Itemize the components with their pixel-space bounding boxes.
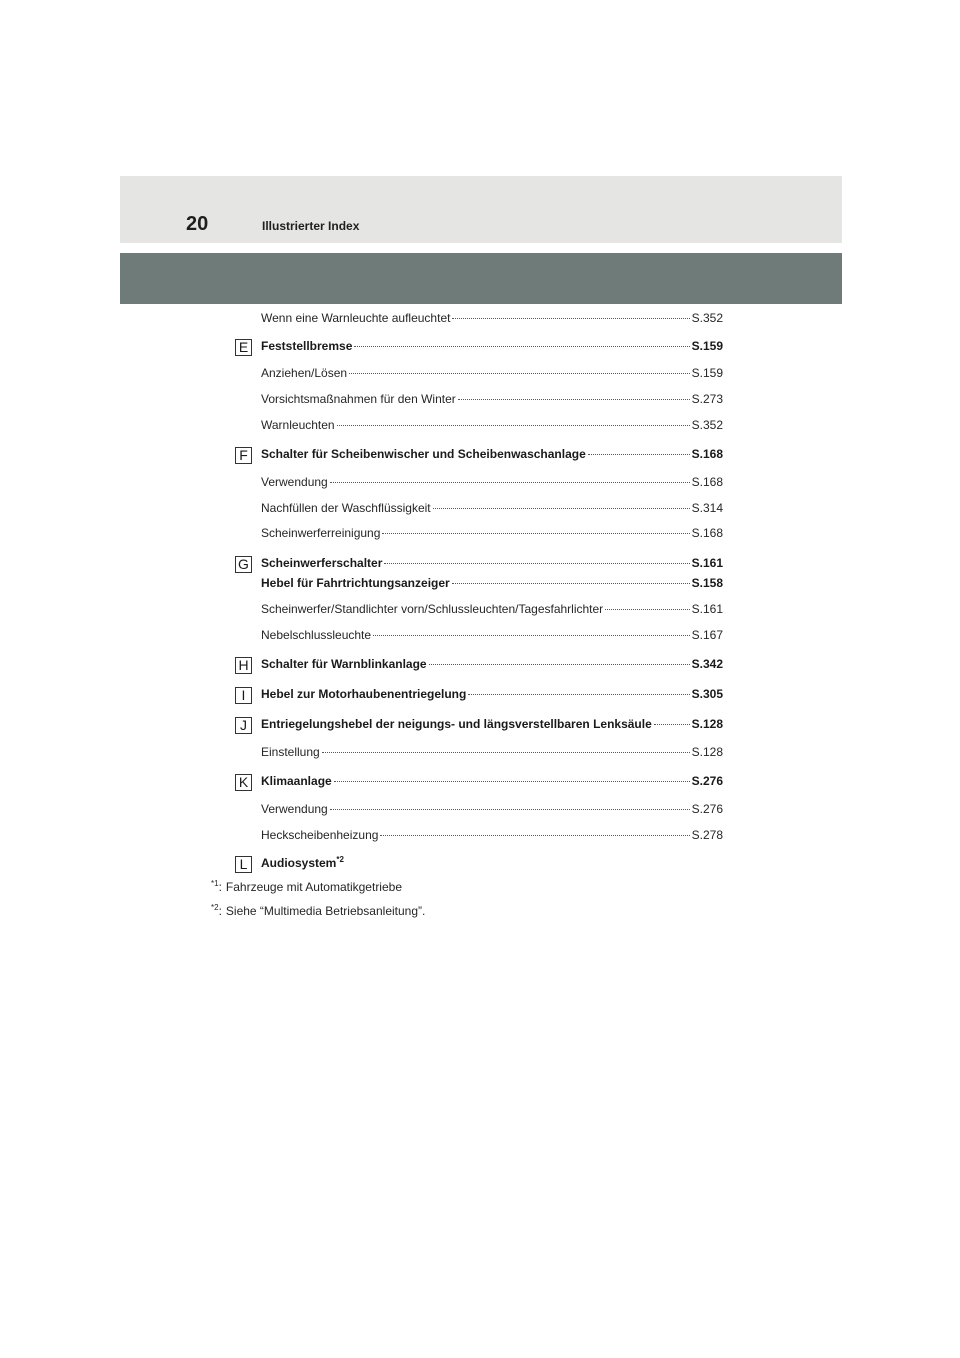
page-reference[interactable]: S.342 (691, 657, 723, 671)
dot-leader (330, 482, 690, 483)
entry-text: Feststellbremse (261, 339, 353, 353)
dot-leader (452, 318, 689, 319)
index-entry (261, 828, 723, 843)
index-entry (261, 311, 723, 326)
index-entry (261, 556, 723, 571)
entry-text: Vorsichtsmaßnahmen für den Winter (261, 392, 456, 406)
footnote-separator: : (218, 904, 222, 918)
page-reference[interactable]: S.159 (691, 339, 723, 353)
section-letter-box: L (235, 856, 252, 873)
dot-leader (384, 563, 689, 564)
entry-text: Scheinwerferschalter (261, 556, 383, 570)
index-entry (261, 602, 723, 617)
dot-leader (354, 346, 689, 347)
page-reference[interactable]: S.168 (691, 447, 723, 461)
entry-text: Heckscheibenheizung (261, 828, 379, 842)
dot-leader (458, 399, 690, 400)
page-reference[interactable]: S.273 (691, 392, 723, 406)
dot-leader (468, 694, 689, 695)
page-title: Illustrierter Index (262, 219, 360, 233)
entry-text: Warnleuchten (261, 418, 335, 432)
page-reference[interactable]: S.314 (691, 501, 723, 515)
dot-leader (380, 835, 689, 836)
footnote-text: Fahrzeuge mit Automatikgetriebe (225, 880, 402, 894)
index-entry (261, 339, 723, 354)
page-reference[interactable]: S.278 (691, 828, 723, 842)
page-reference[interactable]: S.158 (691, 576, 723, 590)
dot-leader (588, 454, 690, 455)
index-entry (261, 717, 723, 732)
section-letter-box: I (235, 687, 252, 704)
entry-text: Hebel für Fahrtrichtungsanzeiger (261, 576, 450, 590)
page-reference[interactable]: S.128 (691, 717, 723, 731)
footnote (211, 880, 402, 894)
index-entry (261, 392, 723, 407)
dot-leader (334, 781, 690, 782)
entry-text: Verwendung (261, 475, 328, 489)
entry-text: Schalter für Scheibenwischer und Scheibenwaschanlage (261, 447, 586, 461)
entry-text: Wenn eine Warnleuchte aufleuchtet (261, 311, 451, 325)
section-letter-box: G (235, 556, 252, 573)
section-letter-box: E (235, 339, 252, 356)
footnote-mark: *1 (211, 879, 219, 888)
footnote (211, 904, 425, 918)
section-letter-box: K (235, 774, 252, 791)
dot-leader (433, 508, 690, 509)
entry-text: Nachfüllen der Waschflüssigkeit (261, 501, 431, 515)
page-number: 20 (186, 213, 209, 235)
page-reference[interactable]: S.161 (691, 556, 723, 570)
section-letter-box: J (235, 717, 252, 734)
dot-leader (382, 533, 689, 534)
index-entry (261, 447, 723, 462)
page-reference[interactable]: S.168 (691, 526, 723, 540)
index-entry (261, 856, 723, 871)
dot-leader (605, 609, 689, 610)
dot-leader (322, 752, 690, 753)
entry-text: Scheinwerferreinigung (261, 526, 381, 540)
index-entry (261, 475, 723, 490)
page-reference[interactable]: S.159 (691, 366, 723, 380)
footnote-text: Siehe “Multimedia Betriebsanleitung”. (225, 904, 426, 918)
entry-text: Scheinwerfer/Standlichter vorn/Schlussleuchten/Tagesfahrlichter (261, 602, 604, 616)
entry-text: Entriegelungshebel der neigungs- und längsverstellbaren Lenksäule (261, 717, 652, 731)
section-letter-box: H (235, 657, 252, 674)
page-reference[interactable]: S.167 (691, 628, 723, 642)
index-entry (261, 628, 723, 643)
dot-leader (654, 724, 690, 725)
page-reference[interactable]: S.161 (691, 602, 723, 616)
dot-leader (349, 373, 690, 374)
page-reference[interactable]: S.305 (691, 687, 723, 701)
index-entry (261, 802, 723, 817)
entry-text: Audiosystem$^{*2}$ (261, 855, 344, 870)
page-reference[interactable]: S.352 (691, 418, 723, 432)
dot-leader (330, 809, 690, 810)
index-entry (261, 687, 723, 702)
entry-text: Klimaanlage (261, 774, 332, 788)
index-entry (261, 657, 723, 672)
page-reference[interactable]: S.168 (691, 475, 723, 489)
entry-text: Einstellung (261, 745, 320, 759)
index-entry (261, 501, 723, 516)
entry-text: Anziehen/Lösen (261, 366, 348, 380)
index-entry (261, 745, 723, 760)
entry-footnote-mark: *2 (336, 855, 344, 864)
footnote-separator: : (218, 880, 222, 894)
page-reference[interactable]: S.352 (691, 311, 723, 325)
dot-leader (337, 425, 690, 426)
index-entry (261, 418, 723, 433)
index-entry (261, 774, 723, 789)
section-letter-box: F (235, 447, 252, 464)
index-entry (261, 366, 723, 381)
dot-leader (452, 583, 690, 584)
dot-leader (373, 635, 690, 636)
page-reference[interactable]: S.128 (691, 745, 723, 759)
footnote-mark: *2 (211, 903, 219, 912)
entry-text: Hebel zur Motorhaubenentriegelung (261, 687, 467, 701)
page-reference[interactable]: S.276 (691, 774, 723, 788)
entry-text: Schalter für Warnblinkanlage (261, 657, 427, 671)
page-reference[interactable]: S.276 (691, 802, 723, 816)
entry-text: Nebelschlussleuchte (261, 628, 372, 642)
index-entry (261, 576, 723, 591)
dot-leader (429, 664, 690, 665)
index-entry (261, 526, 723, 541)
entry-text: Verwendung (261, 802, 328, 816)
